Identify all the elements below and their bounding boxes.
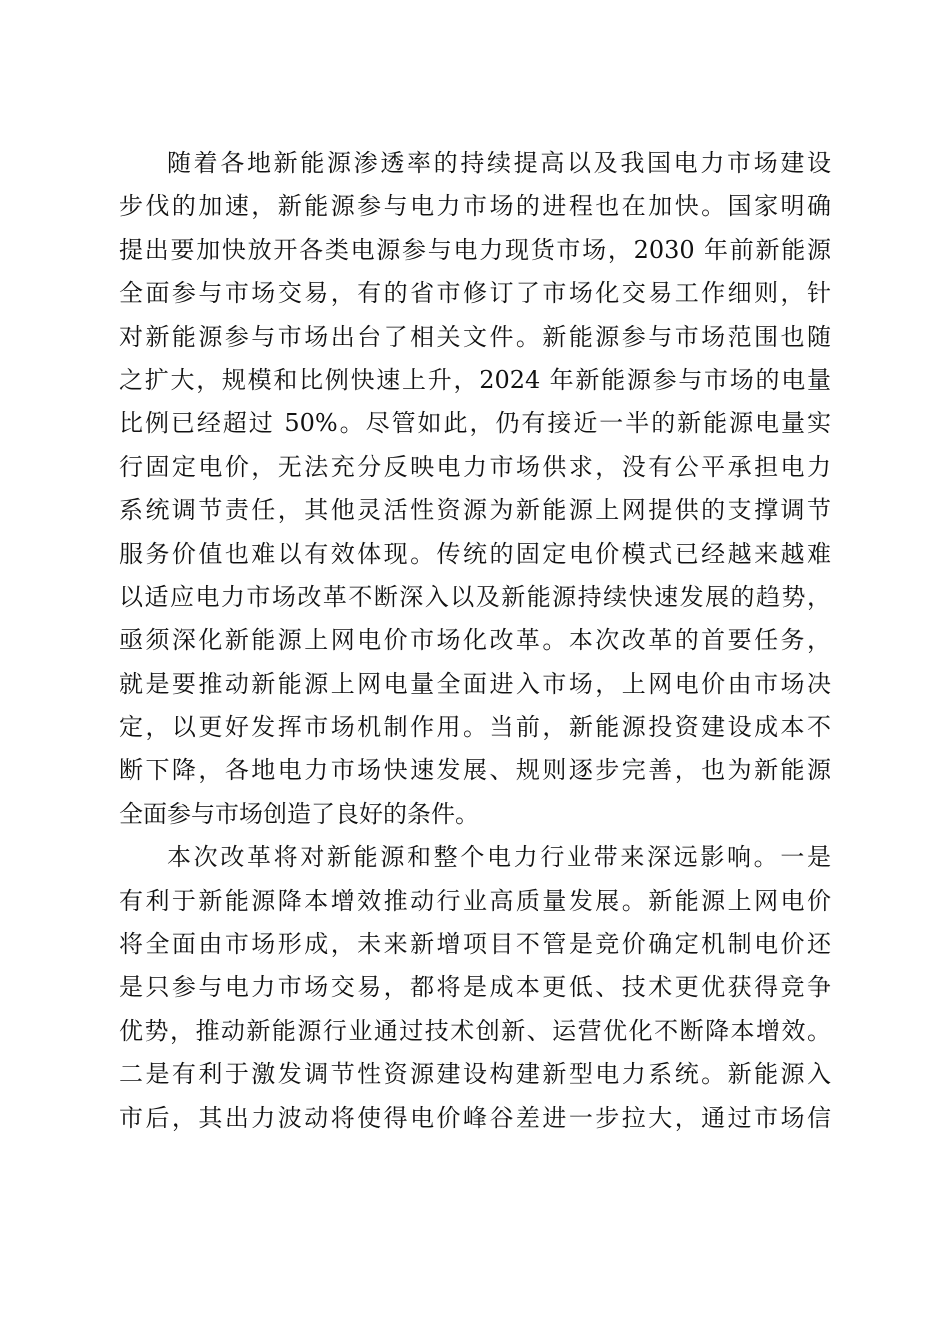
text-line: 是只参与电力市场交易，都将是成本更低、技术更优获得竞争 [119,973,831,1002]
text-line: 之扩大，规模和比例快速上升，2024 年新能源参与市场的电量 [119,365,831,394]
text-line: 对新能源参与市场出台了相关文件。新能源参与市场范围也随 [119,322,831,351]
text-line: 服务价值也难以有效体现。传统的固定电价模式已经越来越难 [119,539,831,568]
text-line: 提出要加快放开各类电源参与电力现货市场，2030 年前新能源 [119,235,831,264]
document-body [119,142,831,1140]
text-line: 亟须深化新能源上网电价市场化改革。本次改革的首要任务， [119,626,831,655]
text-line: 本次改革将对新能源和整个电力行业带来深远影响。一是 [167,843,831,872]
text-line: 将全面由市场形成，未来新增项目不管是竞价确定机制电价还 [119,930,831,959]
text-line: 以适应电力市场改革不断深入以及新能源持续快速发展的趋势， [119,582,831,611]
paragraph-2 [119,836,831,1140]
text-line: 比例已经超过 50%。尽管如此，仍有接近一半的新能源电量实 [119,409,831,438]
text-line: 行固定电价，无法充分反映电力市场供求，没有公平承担电力 [119,452,831,481]
text-line: 市后，其出力波动将使得电价峰谷差进一步拉大，通过市场信 [119,1103,831,1132]
text-line: 就是要推动新能源上网电量全面进入市场，上网电价由市场决 [119,669,831,698]
text-line: 随着各地新能源渗透率的持续提高以及我国电力市场建设 [167,149,831,177]
text-line: 步伐的加速，新能源参与电力市场的进程也在加快。国家明确 [119,192,831,221]
paragraph-1 [119,142,831,836]
text-line: 优势，推动新能源行业通过技术创新、运营优化不断降本增效。 [119,1016,831,1045]
text-line: 有利于新能源降本增效推动行业高质量发展。新能源上网电价 [119,886,831,915]
text-line: 系统调节责任，其他灵活性资源为新能源上网提供的支撑调节 [119,496,831,525]
text-line: 全面参与市场交易，有的省市修订了市场化交易工作细则，针 [119,279,831,308]
text-line: 断下降，各地电力市场快速发展、规则逐步完善，也为新能源 [119,756,831,785]
text-line: 定，以更好发挥市场机制作用。当前，新能源投资建设成本不 [119,713,831,742]
text-line: 二是有利于激发调节性资源建设构建新型电力系统。新能源入 [119,1060,831,1089]
text-line: 全面参与市场创造了良好的条件。 [119,799,479,828]
